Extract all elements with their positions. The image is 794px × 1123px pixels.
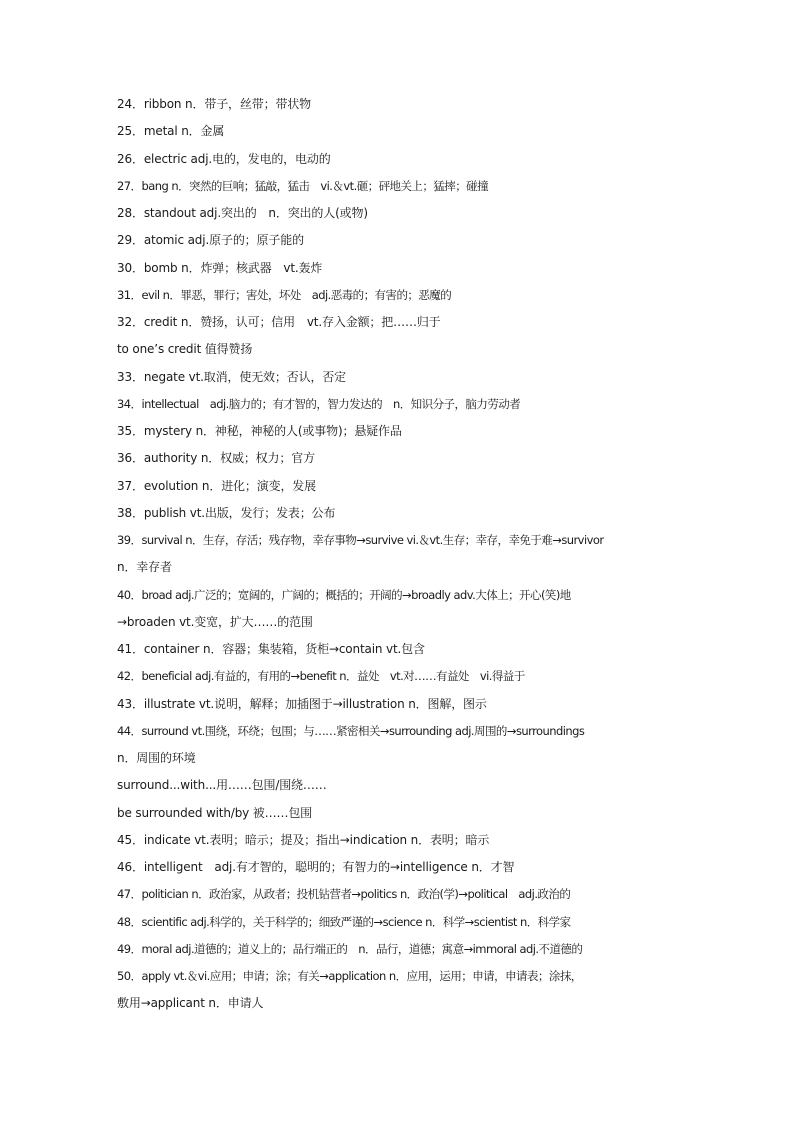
entry-29: 29．atomic adj.原子的；原子能的 bbox=[117, 233, 304, 248]
entry-43: 43．illustrate vt.说明，解释；加插图于→illustration n．图解，图示 bbox=[117, 696, 487, 711]
entry-25: 25．metal n．金属 bbox=[117, 124, 225, 139]
entry-39-cont: n．幸存者 bbox=[117, 560, 172, 575]
entry-26: 26．electric adj.电的，发电的，电动的 bbox=[117, 151, 331, 166]
entry-27: 27．bang n．突然的巨响；猛敲，猛击 vi.＆vt.砸；砰地关上；猛摔；碰撞 bbox=[117, 178, 489, 193]
entry-38: 38．publish vt.出版，发行；发表；公布 bbox=[117, 505, 336, 520]
entry-35: 35．mystery n．神秘，神秘的人(或事物)；悬疑作品 bbox=[117, 424, 402, 438]
entry-24: 24．ribbon n．带子，丝带；带状物 bbox=[117, 97, 311, 111]
entry-37: 37．evolution n．进化；演变，发展 bbox=[117, 478, 316, 493]
entry-39: 39．survival n．生存，存活；残存物，幸存事物→survive vi.＆vt.生存；幸存，幸免于难→survivor bbox=[117, 533, 604, 547]
entry-46: 46．intelligent adj.有才智的，聪明的；有智力的→intelligence n．才智 bbox=[117, 860, 515, 874]
entry-36: 36．authority n．权威；权力；官方 bbox=[117, 451, 315, 466]
entry-40: 40．broad adj.广泛的；宽阔的，广阔的；概括的；开阔的→broadly adv.大体上；开心(笑)地 bbox=[117, 587, 571, 602]
entry-32-phrase: to one’s credit 值得赞扬 bbox=[117, 342, 253, 357]
entry-33: 33．negate vt.取消，使无效；否认，否定 bbox=[117, 369, 347, 384]
entry-34: 34．intellectual adj.脑力的；有才智的，智力发达的 n．知识分子，脑力劳动者 bbox=[117, 396, 521, 411]
entry-31: 31．evil n．罪恶，罪行；害处，坏处 adj.恶毒的；有害的；恶魔的 bbox=[117, 287, 452, 302]
entry-40-cont: →broaden vt.变宽，扩大……的范围 bbox=[117, 614, 313, 629]
entry-50: 50．apply vt.＆vi.应用；申请；涂；有关→application n．应用，运用；申请，申请表；涂抹， bbox=[117, 969, 582, 983]
entry-44-cont: n．周围的环境 bbox=[117, 751, 196, 765]
entry-32: 32．credit n．赞扬，认可；信用 vt.存入金额；把……归于 bbox=[117, 315, 441, 329]
entry-30: 30．bomb n．炸弹；核武器 vt.轰炸 bbox=[117, 260, 323, 275]
entry-47: 47．politician n．政治家，从政者；投机钻营者→politics n．政治(学)→political adj.政治的 bbox=[117, 887, 571, 902]
entry-50-cont: 敷用→applicant n．申请人 bbox=[117, 996, 264, 1011]
entry-48: 48．scientific adj.科学的，关于科学的；细致严谨的→science n．科学→scientist n．科学家 bbox=[117, 914, 571, 929]
entry-44-phrase-2: be surrounded with/by 被……包围 bbox=[117, 805, 313, 820]
entry-42: 42．beneficial adj.有益的，有用的→benefit n．益处 vt.对……有益处 vi.得益于 bbox=[117, 669, 525, 684]
entry-28: 28．standout adj.突出的 n．突出的人(或物) bbox=[117, 206, 368, 220]
entry-44: 44．surround vt.围绕，环绕；包围；与……紧密相关→surrounding adj.周围的→surroundings bbox=[117, 723, 585, 738]
entry-41: 41．container n．容器；集装箱，货柜→contain vt.包含 bbox=[117, 642, 425, 656]
entry-44-phrase-1: surround...with...用……包围/围绕…… bbox=[117, 778, 327, 793]
entry-45: 45．indicate vt.表明；暗示；提及；指出→indication n．表明；暗示 bbox=[117, 832, 490, 847]
vocabulary-list bbox=[117, 91, 682, 1018]
entry-49: 49．moral adj.道德的；道义上的；品行端正的 n．品行，道德；寓意→immoral adj.不道德的 bbox=[117, 941, 583, 956]
